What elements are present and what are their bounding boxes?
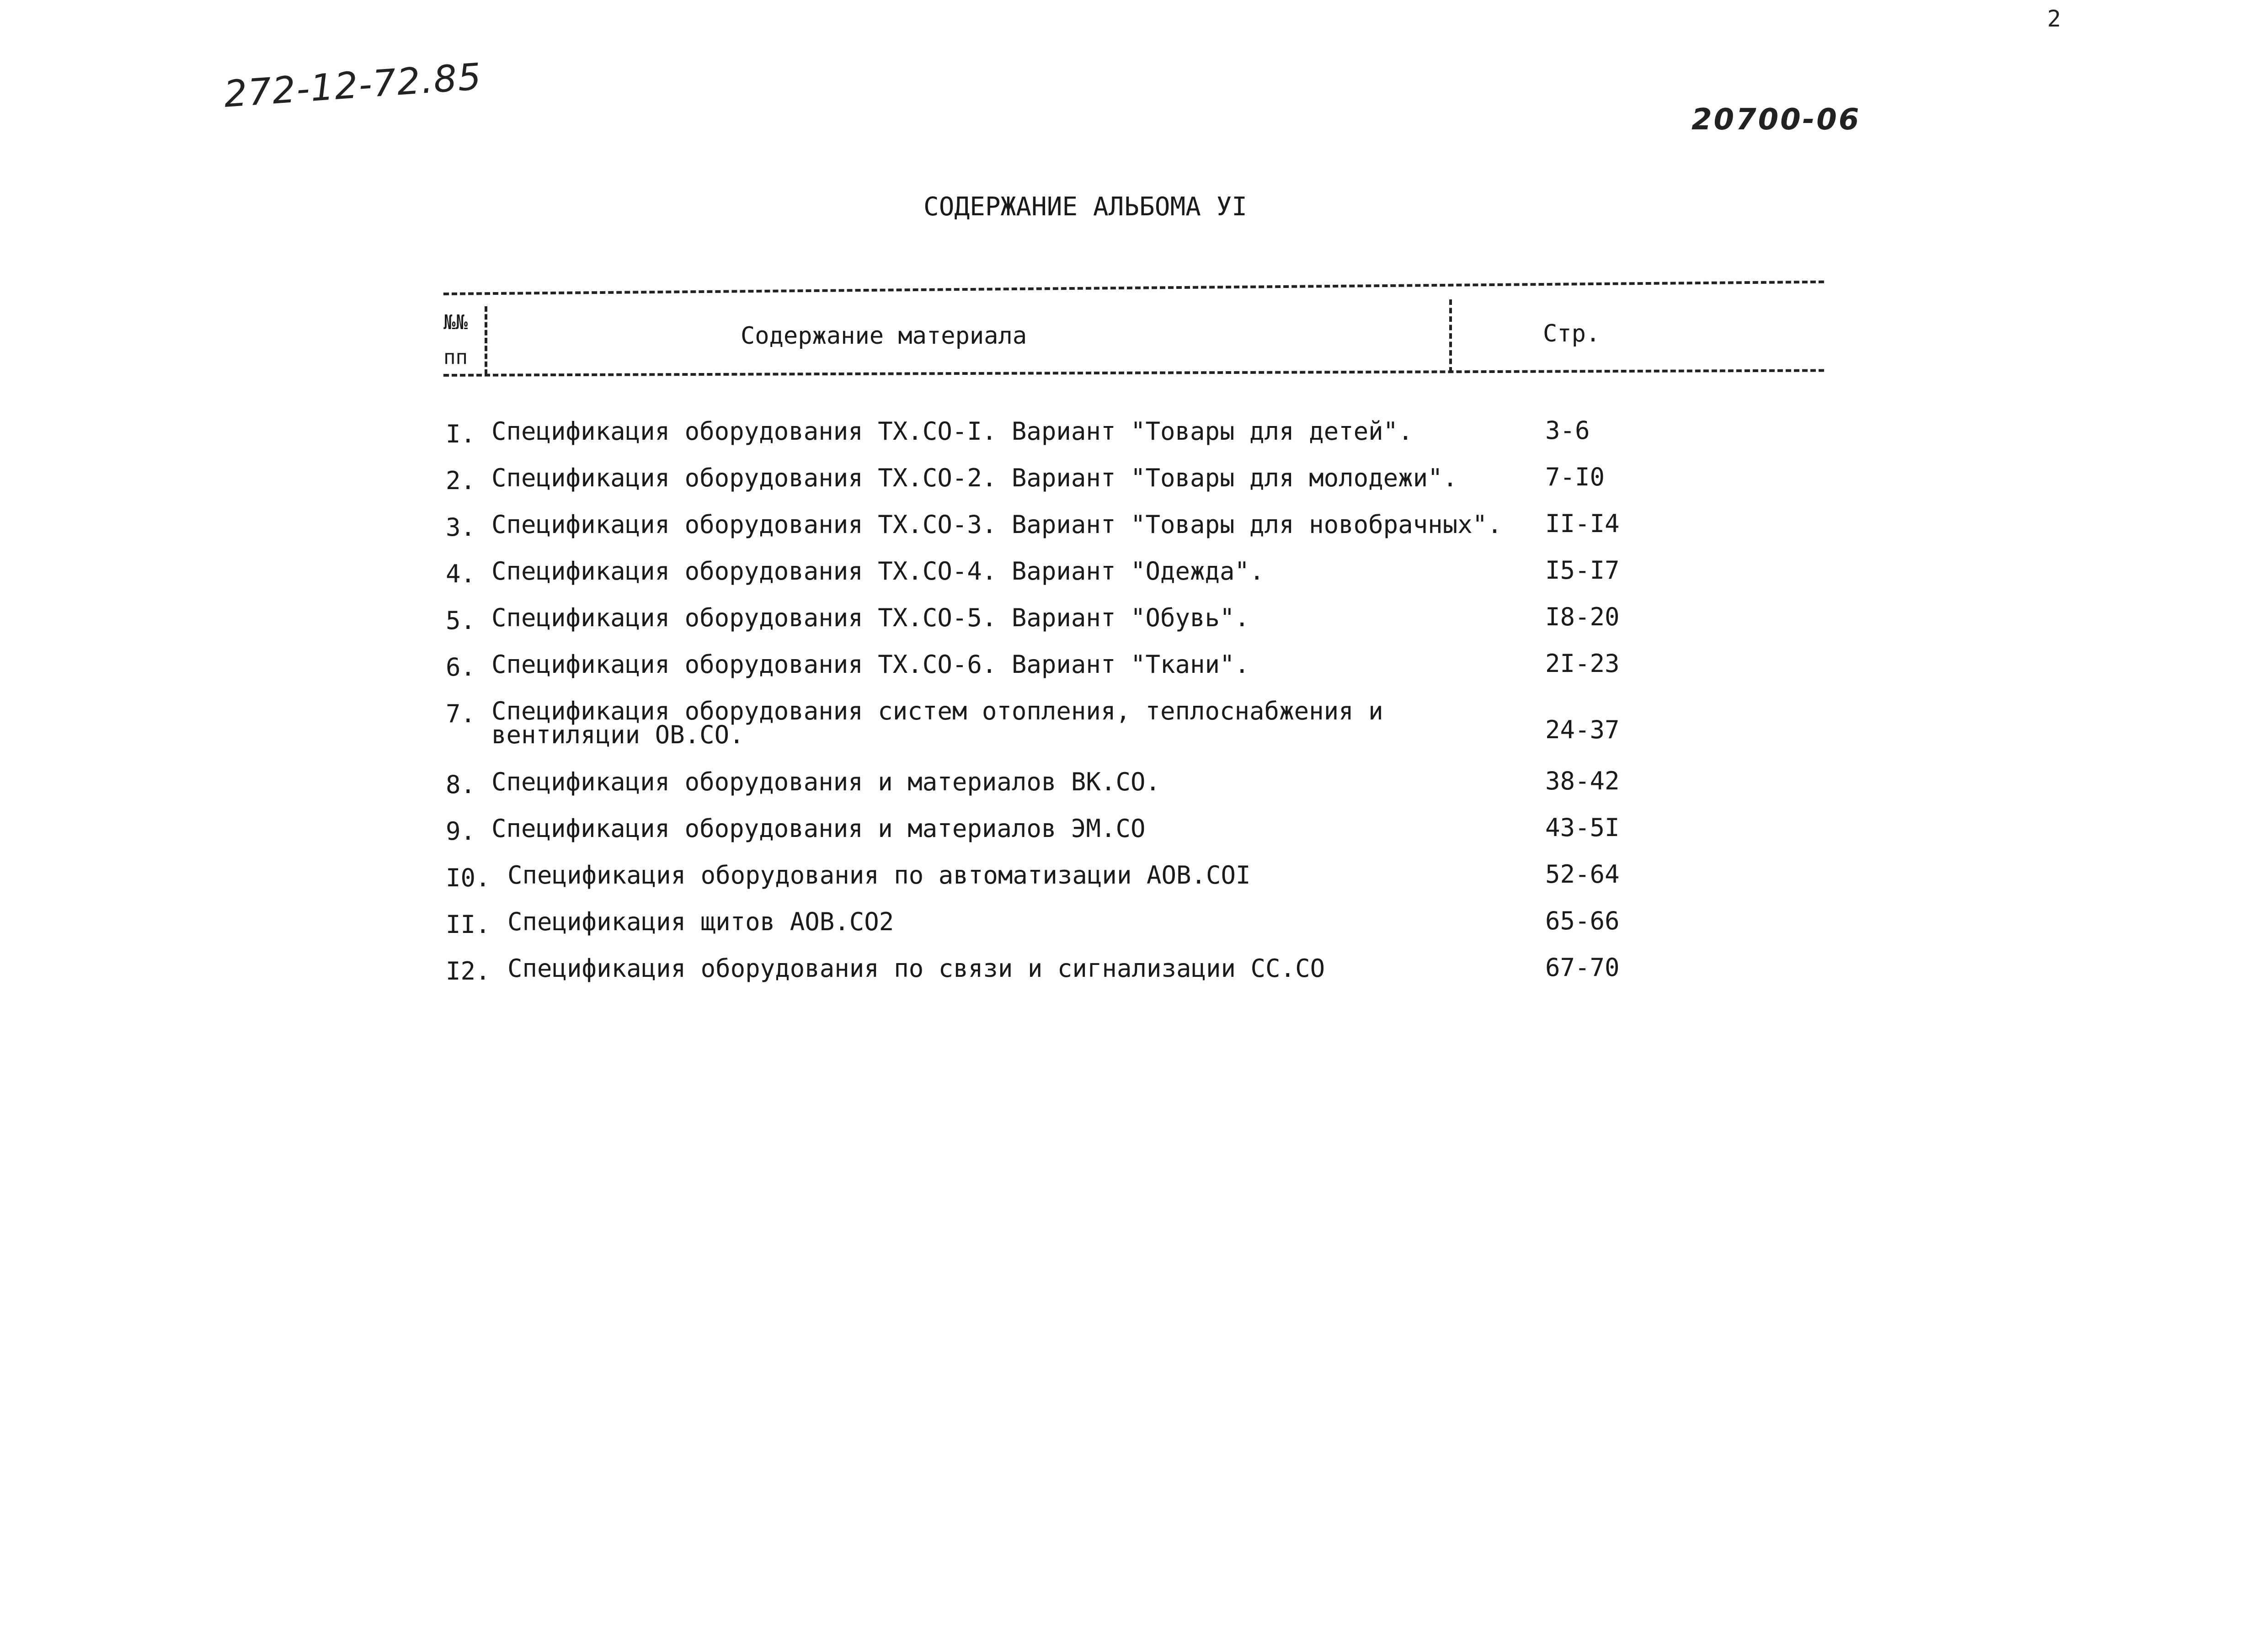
header-page: Стр.: [1543, 320, 1601, 347]
item-pages: 52-64: [1545, 860, 1620, 889]
header-divider-left: [485, 306, 487, 375]
item-pages: I8-20: [1545, 602, 1620, 631]
header-top-rule: [443, 281, 1824, 295]
item-number: 8.: [446, 770, 476, 799]
header-content: Содержание материала: [741, 322, 1027, 350]
document-code: 272-12-72.85: [222, 55, 484, 116]
item-pages: 7-I0: [1545, 463, 1605, 491]
item-pages: 67-70: [1545, 953, 1620, 982]
page-number: 2: [2047, 5, 2061, 32]
item-number: 4.: [446, 559, 476, 588]
item-text: Спецификация оборудования ТХ.СО-5. Вариант "Обувь".: [491, 603, 1250, 632]
header-divider-right: [1449, 299, 1452, 373]
item-text: Спецификация щитов АОВ.СО2: [507, 907, 894, 936]
header-bottom-rule: [443, 369, 1824, 377]
document-title: СОДЕРЖАНИЕ АЛЬБОМА УI: [923, 192, 1248, 222]
item-pages: I5-I7: [1545, 556, 1620, 585]
item-number: 7.: [446, 699, 476, 728]
item-number: 9.: [446, 817, 476, 846]
item-text: Спецификация оборудования систем отопления, теплоснабжения и вентиляции ОВ.СО.: [491, 697, 1383, 749]
item-pages: 38-42: [1545, 767, 1620, 795]
item-text: Спецификация оборудования по автоматизации АОВ.СОI: [507, 861, 1251, 890]
item-pages: 65-66: [1545, 906, 1620, 935]
item-text: Спецификация оборудования ТХ.СО-I. Вариант "Товары для детей".: [491, 417, 1413, 446]
item-text: Спецификация оборудования и материалов ВК.СО.: [491, 767, 1160, 796]
item-number: 2.: [446, 466, 476, 495]
item-number: I.: [446, 420, 476, 448]
item-number: 6.: [446, 653, 476, 682]
item-number: 3.: [446, 513, 476, 542]
item-number: 5.: [446, 606, 476, 635]
item-number: I2.: [446, 957, 491, 986]
header-number: №№ пп: [443, 311, 468, 369]
item-pages: 3-6: [1545, 416, 1590, 445]
item-pages: 2I-23: [1545, 649, 1620, 678]
item-text: Спецификация оборудования и материалов ЭМ.СО: [491, 814, 1146, 843]
item-text: Спецификация оборудования ТХ.СО-2. Вариант "Товары для молодежи".: [491, 464, 1458, 492]
item-text: Спецификация оборудования ТХ.СО-4. Вариант "Одежда".: [491, 557, 1265, 586]
item-number: I0.: [446, 863, 491, 892]
inventory-number: 20700-06: [1692, 103, 1861, 137]
item-text: Спецификация оборудования ТХ.СО-6. Вариант "Ткани".: [491, 650, 1250, 679]
item-text: Спецификация оборудования ТХ.СО-3. Вариант "Товары для новобрачных".: [491, 510, 1502, 539]
item-pages: 43-5I: [1545, 813, 1620, 842]
item-pages: II-I4: [1545, 509, 1620, 538]
item-text: Спецификация оборудования по связи и сигнализации СС.СО: [507, 954, 1325, 983]
item-pages: 24-37: [1545, 715, 1620, 744]
item-number: II.: [446, 910, 491, 939]
